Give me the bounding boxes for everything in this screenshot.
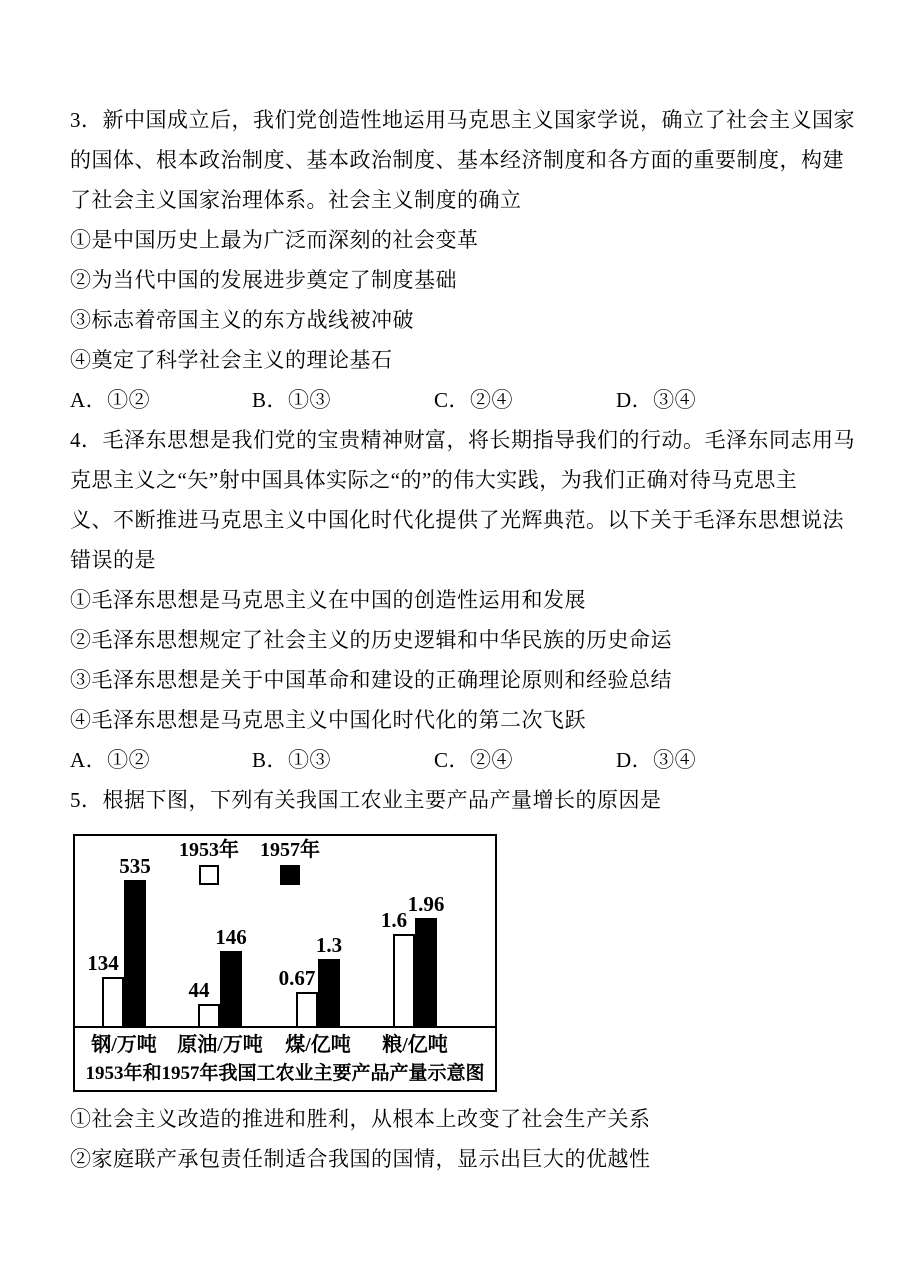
text-line: 错误的是 — [70, 548, 156, 572]
bar-value-label: 0.67 — [278, 966, 316, 990]
category-label: 粮/亿吨 — [382, 1034, 448, 1056]
bar-value-label: 134 — [87, 951, 119, 975]
product-output-bar-chart — [73, 834, 497, 1092]
legend-entry-1953 — [169, 840, 249, 885]
text-line: ③标志着帝国主义的东方战线被冲破 — [70, 308, 414, 332]
question-4-stem — [70, 420, 855, 580]
chart-category-labels — [75, 1028, 495, 1060]
answer-option: C．②④ — [434, 388, 514, 412]
text-line: 义、不断推进马克思主义中国化时代化提供了光辉典范。以下关于毛泽东思想说法 — [70, 508, 844, 532]
text-line: ①毛泽东思想是马克思主义在中国的创造性运用和发展 — [70, 588, 586, 612]
bar-1953年-钢/万吨 — [102, 977, 124, 1026]
bar-value-label: 535 — [119, 854, 151, 878]
text-line: 的国体、根本政治制度、基本政治制度、基本经济制度和各方面的重要制度，构建 — [70, 148, 844, 172]
bar-value-label: 44 — [188, 978, 210, 1002]
text-line: ②为当代中国的发展进步奠定了制度基础 — [70, 268, 457, 292]
text-line: ④奠定了科学社会主义的理论基石 — [70, 348, 393, 372]
question-3-options — [70, 380, 840, 420]
bar-1953年-煤/亿吨 — [296, 992, 318, 1026]
legend-label-1953: 1953年 — [179, 839, 239, 861]
bar-1957年-煤/亿吨 — [318, 959, 340, 1026]
text-line: ②毛泽东思想规定了社会主义的历史逻辑和中华民族的历史命运 — [70, 628, 672, 652]
answer-option: C．②④ — [434, 748, 514, 772]
question-3-items — [70, 220, 840, 380]
bar-value-label: 1.3 — [315, 933, 343, 957]
answer-option: B．①③ — [252, 748, 332, 772]
text-line: ②家庭联产承包责任制适合我国的国情，显示出巨大的优越性 — [70, 1147, 651, 1171]
question-4 — [70, 420, 855, 780]
question-3 — [70, 100, 855, 420]
answer-option: D．③④ — [616, 748, 697, 772]
text-line: 克思主义之“矢”射中国具体实际之“的”的伟大实践，为我们正确对待马克思主 — [70, 468, 798, 492]
bar-1953年-原油/万吨 — [198, 1004, 220, 1026]
question-5 — [70, 780, 840, 1179]
question-4-options — [70, 740, 840, 780]
text-line: ①是中国历史上最为广泛而深刻的社会变革 — [70, 228, 479, 252]
question-5-post-items — [70, 1099, 840, 1179]
bar-1957年-原油/万吨 — [220, 951, 242, 1026]
bar-value-label: 1.96 — [407, 892, 445, 916]
chart-title: 1953年和1957年我国工农业主要产品产量示意图 — [85, 1063, 485, 1084]
text-line: 5．根据下图，下列有关我国工农业主要产品产量增长的原因是 — [70, 788, 662, 812]
question-4-items — [70, 580, 840, 740]
text-line: 4．毛泽东思想是我们党的宝贵精神财富，将长期指导我们的行动。毛泽东同志用马 — [70, 428, 855, 452]
legend-entry-1957 — [250, 840, 330, 885]
text-line: ③毛泽东思想是关于中国革命和建设的正确理论原则和经验总结 — [70, 668, 672, 692]
question-5-stem — [70, 780, 840, 820]
text-line: ①社会主义改造的推进和胜利，从根本上改变了社会生产关系 — [70, 1107, 651, 1131]
bar-value-label: 1.6 — [380, 908, 408, 932]
answer-option: B．①③ — [252, 388, 332, 412]
bar-1957年-钢/万吨 — [124, 880, 146, 1026]
bar-1953年-粮/亿吨 — [393, 934, 415, 1026]
bar-1957年-粮/亿吨 — [415, 918, 437, 1026]
category-label: 钢/万吨 — [91, 1034, 157, 1056]
question-3-stem — [70, 100, 855, 220]
text-line: 了社会主义国家治理体系。社会主义制度的确立 — [70, 188, 522, 212]
answer-option: A．①② — [70, 748, 151, 772]
text-line: ④毛泽东思想是马克思主义中国化时代化的第二次飞跃 — [70, 708, 586, 732]
category-label: 原油/万吨 — [177, 1034, 263, 1056]
answer-option: A．①② — [70, 388, 151, 412]
bar-value-label: 146 — [215, 925, 247, 949]
answer-option: D．③④ — [616, 388, 697, 412]
legend-swatch-open-icon — [199, 865, 219, 885]
text-line: 3．新中国成立后，我们党创造性地运用马克思主义国家学说，确立了社会主义国家 — [70, 108, 855, 132]
legend-swatch-filled-icon — [280, 865, 300, 885]
legend-label-1957: 1957年 — [260, 839, 320, 861]
category-label: 煤/亿吨 — [285, 1034, 351, 1056]
chart-plot-area — [75, 836, 495, 1028]
